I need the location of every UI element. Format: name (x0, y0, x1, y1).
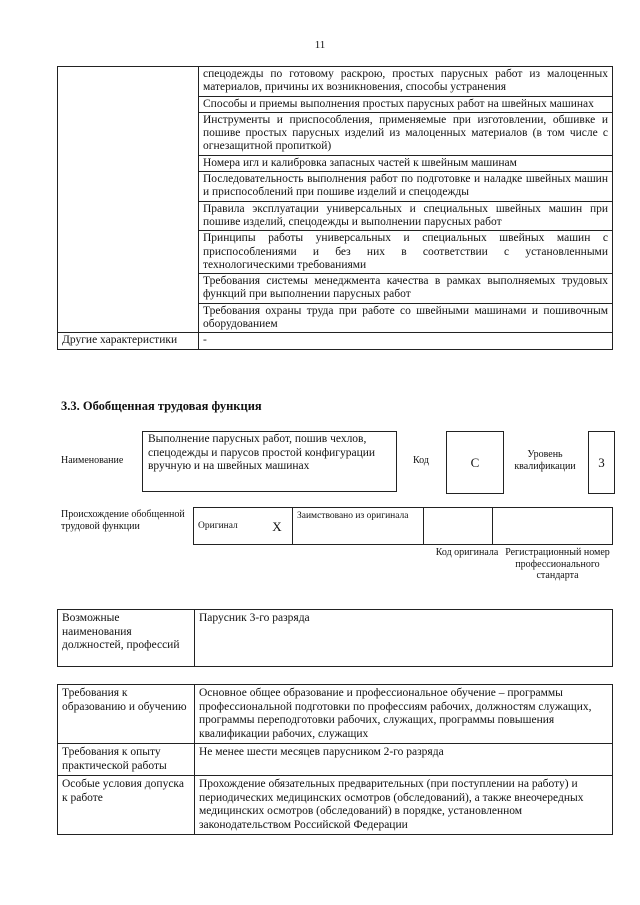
section-title: 3.3. Обобщенная трудовая функция (61, 399, 262, 413)
requirements-table (57, 684, 613, 835)
table-row (58, 610, 613, 667)
function-name-box: Выполнение парусных работ, пошив чехлов, спецодежды и парусов простой конфигурации вручную и на швейных машинах (142, 431, 397, 492)
borrowed-label: Заимствовано из оригинала (293, 508, 424, 545)
code-original-cell (424, 508, 493, 545)
level-label: Уровень квалификации (514, 449, 576, 472)
table-row (194, 508, 613, 545)
education-value: Основное общее образование и профессиональное обучение – программы профессиональной подготовки по профессиям рабочих, должностям служащих, программы переподготовки рабочих, служащих, программы повышения квалификации рабочих, служащих (195, 685, 613, 744)
reg-number-label: Регистрационный номер профессионального стандарта (505, 547, 610, 581)
code-label: Код (413, 455, 429, 466)
table-row (58, 776, 613, 835)
knowledge-item: Инструменты и приспособления, применяемые при изготовлении, обшивке и пошиве простых парусных изделий из малоценных материалов (в том числе с огнезащитной пропиткой) (199, 112, 613, 155)
knowledge-item: Номера игл и калибровка запасных частей к швейным машинам (199, 155, 613, 171)
knowledge-item: Требования системы менеджмента качества в рамках выполняемых трудовых функций при выполнении парусных работ (199, 274, 613, 304)
knowledge-item: спецодежды по готовому раскрою, простых парусных работ из малоценных материалов, причины их возникновения, способы устранения (199, 67, 613, 97)
experience-label: Требования к опыту практической работы (58, 744, 195, 776)
table-row (58, 67, 613, 97)
table-row (58, 333, 613, 349)
admission-value: Прохождение обязательных предварительных (при поступлении на работу) и периодических медицинских осмотров (обследований), а также внеочередных медицинских осмотров (обследований) в порядке, установленном законодательством Российской Федерации (195, 776, 613, 835)
name-label: Наименование (61, 455, 124, 466)
admission-label: Особые условия допуска к работе (58, 776, 195, 835)
origin-table (193, 507, 613, 545)
knowledge-item: Последовательность выполнения работ по подготовке и наладке швейных машин и приспособлений при пошиве изделий и спецодежды (199, 172, 613, 202)
knowledge-item: Требования охраны труда при работе со швейными машинами и пошивочным оборудованием (199, 303, 613, 333)
qualification-level-box: 3 (588, 431, 615, 494)
original-mark: X (262, 508, 293, 545)
experience-value: Не менее шести месяцев парусником 2-го разряда (195, 744, 613, 776)
education-label: Требования к образованию и обучению (58, 685, 195, 744)
code-original-label: Код оригинала (435, 547, 499, 558)
page-number: 11 (314, 39, 326, 51)
knowledge-item: Правила эксплуатации универсальных и специальных швейных машин при пошиве изделий, спецодежды и выполнении парусных работ (199, 201, 613, 231)
table-row (58, 685, 613, 744)
reg-number-cell (493, 508, 613, 545)
knowledge-item: Принципы работы универсальных и специальных швейных машин с приспособлениями и без них в соответствии с установленными технологическими требованиями (199, 231, 613, 274)
table-row (58, 744, 613, 776)
knowledge-table (57, 66, 613, 350)
other-characteristics-label: Другие характеристики (58, 333, 199, 349)
positions-value: Парусник 3-го разряда (195, 610, 613, 667)
empty-cell (58, 67, 199, 333)
original-label: Оригинал (194, 508, 263, 545)
function-code-box: C (446, 431, 504, 494)
origin-label: Происхождение обобщенной трудовой функции (61, 509, 185, 532)
positions-table (57, 609, 613, 667)
knowledge-item: Способы и приемы выполнения простых парусных работ на швейных машинах (199, 96, 613, 112)
positions-label: Возможные наименования должностей, профессий (58, 610, 195, 667)
other-characteristics-value: - (199, 333, 613, 349)
